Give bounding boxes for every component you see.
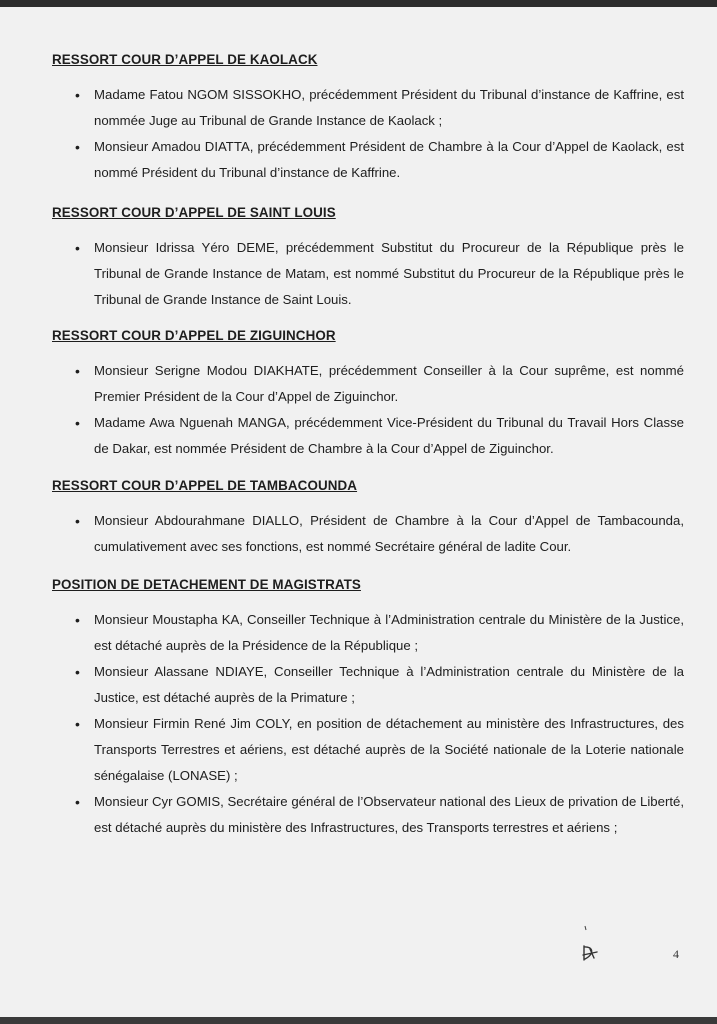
list-item: • Monsieur Firmin René Jim COLY, en position de détachement au ministère des Infrastructures, des Transports Terrestres et aériens, est détaché auprès de la Société nationale de la Loterie nationale sénégalaise (LONASE) ;	[52, 711, 684, 789]
bullet-icon: •	[75, 87, 80, 103]
section-heading: RESSORT COUR D’APPEL DE SAINT LOUIS	[52, 205, 336, 220]
list-item: • Madame Fatou NGOM SISSOKHO, précédemment Président du Tribunal d’instance de Kaffrine, est nommée Juge au Tribunal de Grande Instance de Kaolack ;	[52, 82, 684, 134]
section-detachement	[52, 577, 684, 841]
appointment-list	[52, 358, 684, 462]
bullet-icon: •	[75, 716, 80, 732]
section-ziguinchor	[52, 328, 684, 462]
page-number: 4	[673, 947, 679, 961]
bullet-icon: •	[75, 794, 80, 810]
document-body	[52, 52, 684, 841]
list-item: • Monsieur Abdourahmane DIALLO, Président de Chambre à la Cour d’Appel de Tambacounda, cumulativement avec ses fonctions, est nommé Secrétaire général de ladite Cour.	[52, 508, 684, 560]
section-heading: RESSORT COUR D’APPEL DE ZIGUINCHOR	[52, 328, 336, 343]
appointment-list	[52, 82, 684, 186]
bullet-icon: •	[75, 612, 80, 628]
list-item: • Monsieur Alassane NDIAYE, Conseiller Technique à l’Administration centrale du Ministère de la Justice, est détaché auprès de la Primature ;	[52, 659, 684, 711]
section-heading: RESSORT COUR D’APPEL DE TAMBACOUNDA	[52, 478, 358, 493]
list-item: • Monsieur Idrissa Yéro DEME, précédemment Substitut du Procureur de la République près le Tribunal de Grande Instance de Matam, est nommé Substitut du Procureur de la République près le Tribunal de Grande Instance de Saint Louis.	[52, 235, 684, 313]
section-heading: RESSORT COUR D’APPEL DE KAOLACK	[52, 52, 318, 67]
section-tambacounda	[52, 478, 684, 560]
appointment-list	[52, 607, 684, 841]
appointment-list	[52, 508, 684, 560]
list-item: • Madame Awa Nguenah MANGA, précédemment Vice-Président du Tribunal du Travail Hors Classe de Dakar, est nommée Président de Chambre à la Cour d’Appel de Ziguinchor.	[52, 410, 684, 462]
bullet-icon: •	[75, 664, 80, 680]
scan-top-border	[0, 0, 717, 7]
bullet-icon: •	[75, 415, 80, 431]
list-item: • Monsieur Amadou DIATTA, précédemment Président de Chambre à la Cour d’Appel de Kaolack, est nommé Président du Tribunal d’instance de Kaffrine.	[52, 134, 684, 186]
section-saint-louis	[52, 205, 684, 313]
appointment-list	[52, 235, 684, 313]
scan-bottom-border	[0, 1017, 717, 1024]
bullet-icon: •	[75, 240, 80, 256]
section-heading: POSITION DE DETACHEMENT DE MAGISTRATS	[52, 577, 361, 592]
handwritten-initials-icon	[575, 924, 605, 968]
list-item: • Monsieur Serigne Modou DIAKHATE, précédemment Conseiller à la Cour suprême, est nommé Premier Président de la Cour d’Appel de Ziguinchor.	[52, 358, 684, 410]
section-kaolack	[52, 52, 684, 186]
bullet-icon: •	[75, 513, 80, 529]
list-item: • Monsieur Moustapha KA, Conseiller Technique à l’Administration centrale du Ministère de la Justice, est détaché auprès de la Présidence de la République ;	[52, 607, 684, 659]
list-item: • Monsieur Cyr GOMIS, Secrétaire général de l’Observateur national des Lieux de privation de Liberté, est détaché auprès du ministère des Infrastructures, des Transports terrestres et aériens ;	[52, 789, 684, 841]
bullet-icon: •	[75, 363, 80, 379]
bullet-icon: •	[75, 139, 80, 155]
